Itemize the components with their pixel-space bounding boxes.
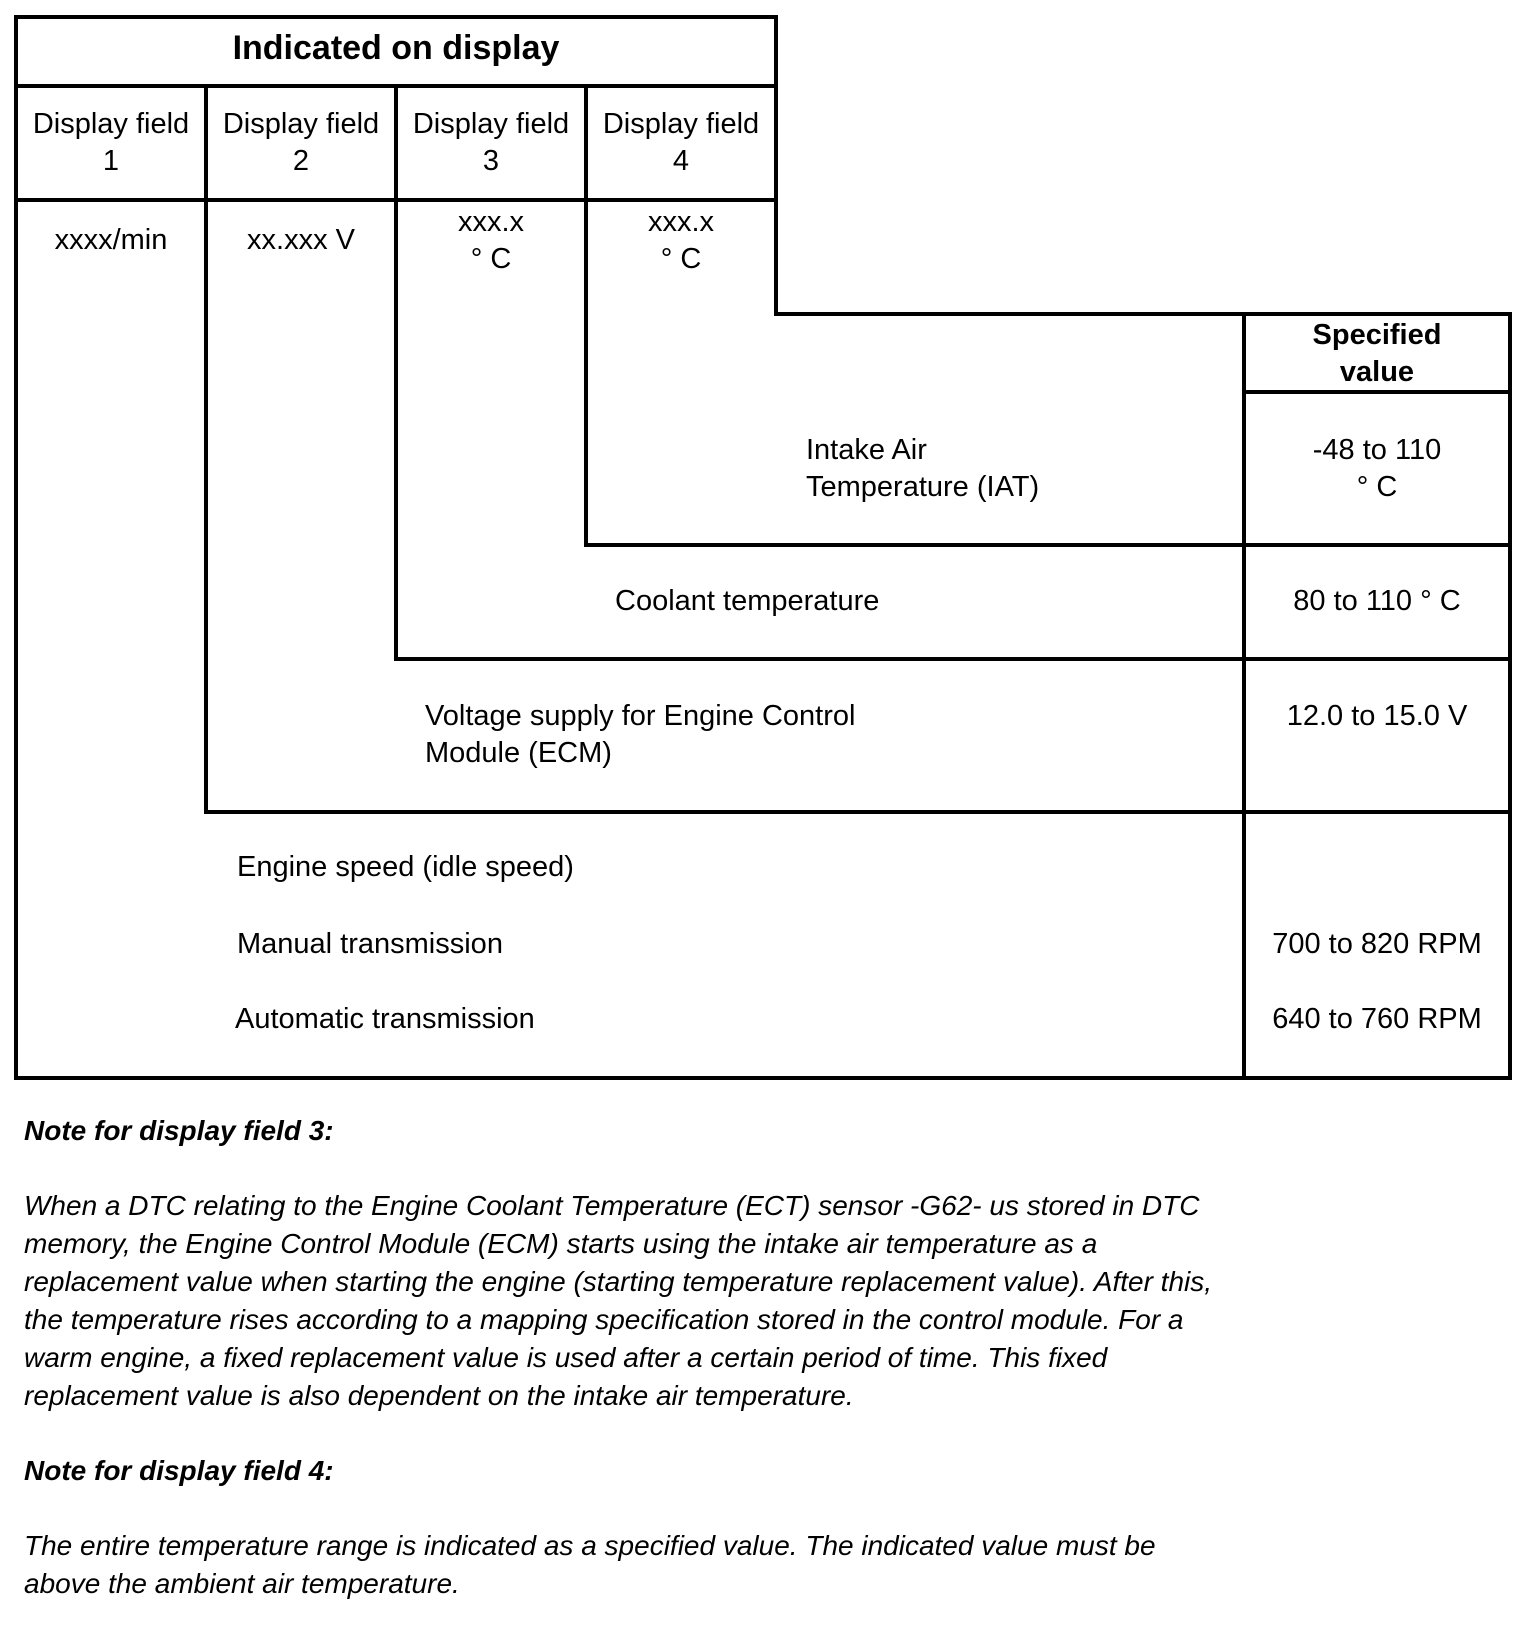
manual-transmission-spec: 700 to 820 RPM — [1272, 928, 1482, 960]
note-field-3-body: When a DTC relating to the Engine Coolant Temperature (ECT) sensor -G62- us stored in DTC memory, the Engine Control Module (ECM) starts using the intake air temperature as a replacement value when starting the engine (starting temperature replacement value). After this, the temperature rises according to a mapping specification stored in the control module. For a warm engine, a fixed replacement value is used after a certain period of time. This fixed replacement value is also dependent on the intake air temperature. — [24, 1190, 1213, 1411]
engine-speed-title: Engine speed (idle speed) — [237, 851, 574, 883]
iat-specified-value: -48 to 110 ° C — [1312, 434, 1442, 503]
note-field-4-title: Note for display field 4: — [24, 1455, 334, 1486]
automatic-transmission-spec: 640 to 760 RPM — [1272, 1003, 1482, 1035]
voltage-specified-value: 12.0 to 15.0 V — [1286, 700, 1468, 732]
note-field-4-body: The entire temperature range is indicated as a specified value. The indicated value must be above the ambient air temperature. — [24, 1530, 1156, 1599]
display-field-2-value: xx.xxx V — [247, 224, 355, 256]
voltage-description: Voltage supply for Engine Control Module (ECM) — [425, 700, 856, 769]
display-field-3-value: xxx.x ° C — [457, 206, 525, 275]
coolant-specified-value: 80 to 110 ° C — [1293, 585, 1461, 617]
manual-transmission-label: Manual transmission — [237, 928, 503, 960]
display-field-1-value: xxxx/min — [54, 224, 168, 256]
display-field-4-value: xxx.x ° C — [647, 206, 715, 275]
display-field-2-label: Display field 2 — [222, 108, 380, 177]
automatic-transmission-label: Automatic transmission — [235, 1003, 535, 1035]
coolant-description: Coolant temperature — [615, 585, 880, 617]
specified-value-header: Specified value — [1312, 319, 1442, 388]
note-field-3-title: Note for display field 3: — [24, 1115, 334, 1146]
table-title: Indicated on display — [232, 29, 560, 67]
iat-description: Intake Air Temperature (IAT) — [806, 434, 1040, 503]
notes-section — [24, 1112, 1404, 1640]
display-field-4-label: Display field 4 — [602, 108, 760, 177]
display-field-1-label: Display field 1 — [32, 108, 190, 177]
display-field-3-label: Display field 3 — [412, 108, 570, 177]
